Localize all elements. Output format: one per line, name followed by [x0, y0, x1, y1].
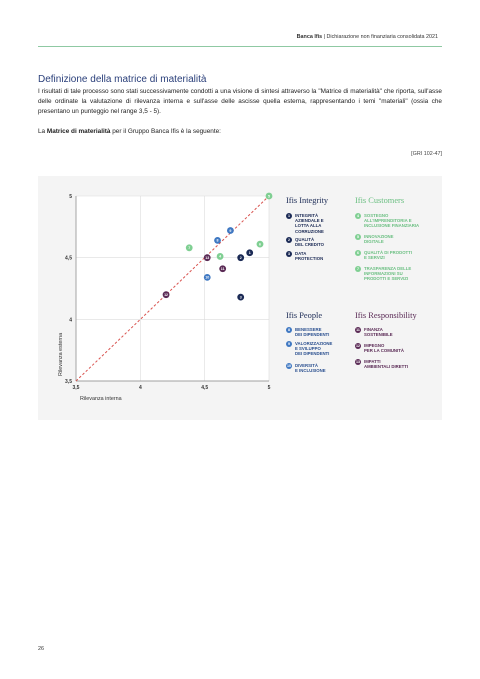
- intro-prefix: La: [38, 128, 47, 135]
- legend-number-badge: 5: [357, 235, 359, 239]
- legend-item: [355, 359, 408, 369]
- legend-item-label: VALORIZZAZIONE E SVILUPPO DEI DIPENDENTI: [295, 341, 333, 357]
- legend-number-badge: 2: [288, 238, 290, 242]
- x-tick-label: 4,5: [201, 385, 209, 391]
- legend-number-badge: 10: [287, 364, 291, 368]
- legend-item: [355, 266, 411, 282]
- data-point-label-9: 9: [229, 228, 232, 233]
- data-point-label-5: 5: [268, 194, 270, 199]
- gri-reference: [GRI 102-47]: [411, 151, 442, 157]
- legend-item-label: DIVERSITÀ E INCLUSIONE: [295, 363, 326, 374]
- x-tick-label: 5: [267, 385, 271, 391]
- legend-item-label: SOSTEGNO ALL'IMPRENDITORIA E INCLUSIONE FINANZIARIA: [364, 213, 420, 229]
- x-axis-label: Rilevanza interna: [80, 396, 122, 402]
- y-tick-label: 4: [69, 317, 72, 324]
- intro-suffix: per il Gruppo Banca Ifis è la seguente:: [110, 128, 221, 135]
- data-point-label-8: 8: [216, 238, 219, 243]
- legend-number-badge: 12: [356, 344, 360, 348]
- header-brand: Banca Ifis: [296, 34, 323, 40]
- legend-item-label: INTEGRITÀ AZIENDALE E LOTTA ALLA CORRUZIONE: [295, 213, 324, 234]
- legend-number-badge: 4: [357, 214, 359, 218]
- legend-item-label: TRASPARENZA DELLE INFORMAZIONI SU PRODOTTI E SERVIZI: [364, 266, 412, 282]
- data-point-label-2: 2: [239, 255, 242, 260]
- header-divider: [38, 46, 442, 47]
- legend-item-label: INNOVAZIONE DIGITALE: [364, 234, 394, 245]
- legend-item-label: QUALITÀ DEL CREDITO: [295, 237, 324, 248]
- legend-item-label: IMPEGNO PER LA COMUNITÀ: [364, 343, 404, 354]
- legend-group-title: Ifis Customers: [355, 196, 405, 205]
- data-point-label-3: 3: [239, 295, 242, 300]
- data-point-label-4: 4: [219, 254, 222, 259]
- page-number: 26: [38, 646, 44, 652]
- legend-item: [355, 213, 419, 229]
- legend-item: [355, 250, 412, 260]
- x-tick-label: 4: [138, 385, 142, 391]
- legend-item: [355, 234, 394, 244]
- legend-number-badge: 3: [288, 252, 290, 256]
- y-tick-label: 4,5: [65, 255, 72, 262]
- legend-group-title: Ifis Responsibility: [355, 311, 417, 320]
- legend-number-badge: 13: [356, 360, 360, 364]
- y-axis-label: Rilevanza esterna: [58, 332, 64, 376]
- legend-group-title: Ifis Integrity: [286, 196, 329, 205]
- legend-group-title: Ifis People: [286, 311, 323, 320]
- data-point-label-6: 6: [258, 242, 261, 247]
- body-paragraph: I risultati di tale processo sono stati successivamente condotti a una visione di sintesi attraverso la "Matrice di materialità" che riporta, sull'asse delle ordinate la valutazione di rilevanza interna e sull'asse delle ascisse quella esterna, rappresentando i temi "materiali" (ossia che presentano un punteggio nel range 3,5 - 5).: [38, 88, 442, 115]
- legend-number-badge: 11: [356, 328, 360, 332]
- legend-item-label: DATA PROTECTION: [295, 251, 324, 262]
- section-title: Definizione della matrice di materialità: [38, 74, 207, 85]
- legend-number-badge: 9: [288, 342, 290, 346]
- data-point-label-10: 10: [205, 275, 210, 280]
- legend-item-label: IMPATTI AMBIENTALI DIRETTI: [364, 359, 409, 370]
- legend-number-badge: 1: [288, 214, 290, 218]
- legend-item: [355, 327, 393, 337]
- page-header: [297, 34, 438, 40]
- legend-item: [286, 237, 324, 247]
- legend-item: [286, 327, 329, 337]
- legend-item: [286, 341, 332, 357]
- intro-bold: Matrice di materialità: [46, 128, 111, 135]
- intro-sentence: [38, 128, 221, 135]
- data-point-label-11: 11: [220, 267, 225, 272]
- legend-number-badge: 6: [357, 251, 359, 255]
- data-point-label-12: 12: [164, 292, 169, 297]
- legend-item-label: FINANZA SOSTENIBILE: [364, 327, 393, 338]
- header-doc-title: | Dichiarazione non finanziaria consolidata 2021: [322, 34, 438, 40]
- legend-item-label: QUALITÀ DI PRODOTTI E SERVIZI: [364, 250, 412, 261]
- legend-number-badge: 7: [357, 267, 359, 271]
- legend-item: [286, 363, 326, 373]
- data-point-label-1: 1: [248, 251, 251, 256]
- legend-item: [286, 251, 323, 261]
- y-tick-label: 3,5: [65, 379, 72, 385]
- materiality-figure: [38, 176, 442, 420]
- legend-item: [355, 343, 404, 353]
- data-point-label-13: 13: [205, 255, 210, 260]
- legend-number-badge: 8: [288, 328, 290, 332]
- legend-item: [286, 213, 324, 234]
- x-tick-label: 3,5: [72, 385, 80, 391]
- y-tick-label: 5: [69, 194, 72, 200]
- data-point-label-7: 7: [188, 246, 191, 251]
- legend-item-label: BENESSERE DEI DIPENDENTI: [295, 327, 330, 338]
